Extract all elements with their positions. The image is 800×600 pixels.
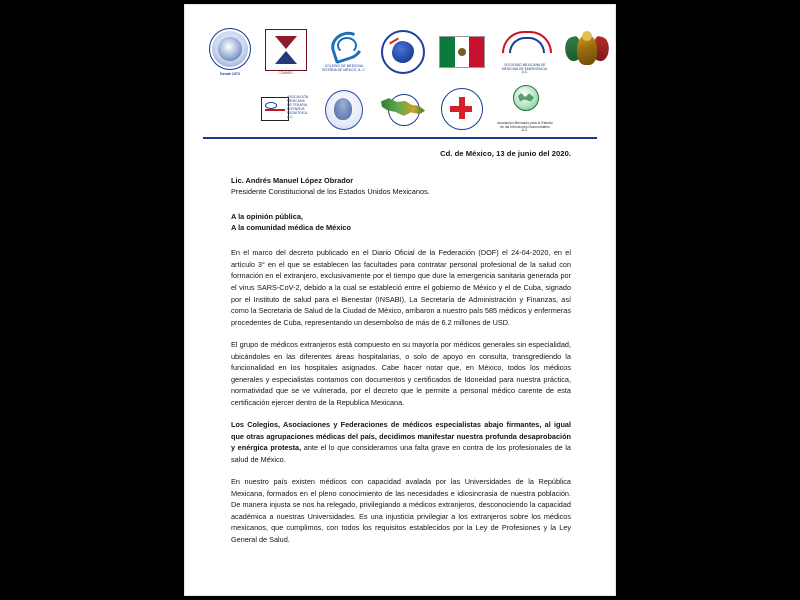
public-line-2: A la comunidad médica de México	[231, 223, 352, 233]
neonatal-oval-logo	[321, 89, 365, 129]
mexican-flag-icon	[439, 36, 485, 68]
commec-hourglass-logo	[265, 29, 307, 76]
red-cross-logo	[441, 88, 483, 130]
addressee-name: Lic. Andrés Manuel López Obrador	[231, 176, 354, 185]
logo-band	[203, 19, 597, 137]
swirl-icon	[321, 32, 367, 64]
paragraph-1: En el marco del decreto publicado en el Diario Oficial de la Federación (DOF) el 24-04-2020, en el artículo 3° en el que se establecen las facultades para contratar personal profesional de la salud con formación en el extranjero, exclusivamente por el tiempo que dure la emergencia sanitaria generada por el virus SARS-CoV-2, debido a la cual se estableció entre el gobierno de México y el de Cuba, signado por el Instituto de salud para el Bienestar (INSABI), La Secretaría de Administración y Finanzas, así como la Secretaria de Salud de la Ciudad de México, arribaron a nuestro país 585 médicos y enfermeras procedentes de Cuba, representando un desembolso de más de 6.2 millones de USD.	[231, 248, 571, 327]
public-line-1: A la opinión pública,	[231, 212, 303, 222]
amtip-caption: ASOCIACIÓN MEXICANA DE TERAPIA INTENSIVA PEDIÁTRICA A.C.	[287, 95, 309, 120]
mexican-flag-logo	[439, 36, 485, 68]
colegio-caption: COLEGIO DE MEDICINA INTERNA DE MÉXICO, A. C.	[322, 63, 366, 72]
red-cross-icon	[441, 88, 483, 130]
eagle-icon	[565, 31, 609, 73]
amein-caption: Asociación Mexicana para el Estudio de las Infecciones Nosocomiales A.C.	[497, 121, 553, 133]
mexico-map-logo	[379, 92, 427, 126]
paragraph-4: En nuestro país existen médicos con capacidad avalada por las Universidades de la República Mexicana, formados en el pleno conocimiento de las necesidades e idiosincrasia de nuestra población. De manera injusta se nos ha relegado, privilegiando a médicos extranjeros, desconociendo la capacidad académica a nuestras Universidades. Es una injusticia privilegiar a los extranjeros sobre los médicos mexicanos, que cumplimos, con todos los requisitos establecidos por la Ley de Profesiones y la Ley General de Salud.	[231, 477, 571, 544]
hourglass-icon	[265, 29, 307, 71]
addressee-block	[231, 175, 571, 197]
page-inner	[203, 19, 597, 581]
arc-icon	[499, 29, 551, 63]
amtip-icon	[255, 93, 307, 125]
colegio-medicina-interna-logo	[321, 32, 367, 72]
ring-emblem-logo	[381, 30, 425, 74]
neonatal-icon	[321, 89, 365, 129]
amein-globe-logo	[497, 85, 553, 133]
globe-icon	[500, 85, 550, 121]
sociedad-medicina-emergencia-logo	[499, 29, 551, 75]
date-line: Cd. de México, 13 de junio del 2020.	[440, 149, 571, 158]
paragraph-2: El grupo de médicos extranjeros está compuesto en su mayoría por médicos generales sin especialidad, ubicándoles en las diferentes áreas hospitalarias, o solo de apoyo en consulta, transgrediendo la funcionalidad en los hospitales asignados. Cabe hacer notar que, en México, todos los médicos generales y especialistas contamos con documentos y certificados de Idoneidad para nuestra práctica, normatividad que se ve vulnerada, por el decreto que le permite a personal médico carente de esta certificación ejercer dentro de la Republica Mexicana.	[231, 340, 571, 407]
academia-seal-icon	[209, 28, 251, 70]
public-salutation	[231, 211, 571, 233]
mexico-map-icon	[379, 92, 427, 126]
academia-seal-caption: Desde 1973	[220, 71, 240, 76]
header-divider	[203, 137, 597, 139]
eagle-emblem-logo	[565, 31, 609, 73]
amtip-logo	[255, 93, 307, 125]
smme-caption: SOCIEDAD MEXICANA DE MEDICINA DE EMERGENCIA, A.C.	[501, 62, 549, 75]
logo-row-bottom	[203, 85, 597, 133]
addressee-title: Presidente Constitucional de los Estados Unidos Mexicanos.	[231, 187, 430, 197]
commec-caption: COMMEC	[278, 70, 294, 75]
paragraph-3-tail: ante el lo que consideramos una falta grave en contra de los profesionales de la salud de México.	[231, 443, 571, 464]
academia-seal-logo	[209, 28, 251, 76]
logo-row-top	[203, 19, 597, 85]
paragraph-3-bold: Los Colegios, Asociaciones y Federaciones de médicos especialistas abajo firmantes, al igual que otras agrupaciones médicas del país, decidimos manifestar nuestra profunda desaprobación y enérgica protesta,	[231, 420, 571, 453]
document-page	[185, 5, 615, 595]
ring-emblem-icon	[381, 30, 425, 74]
paragraph-3	[231, 419, 571, 465]
letter-body	[203, 149, 597, 545]
